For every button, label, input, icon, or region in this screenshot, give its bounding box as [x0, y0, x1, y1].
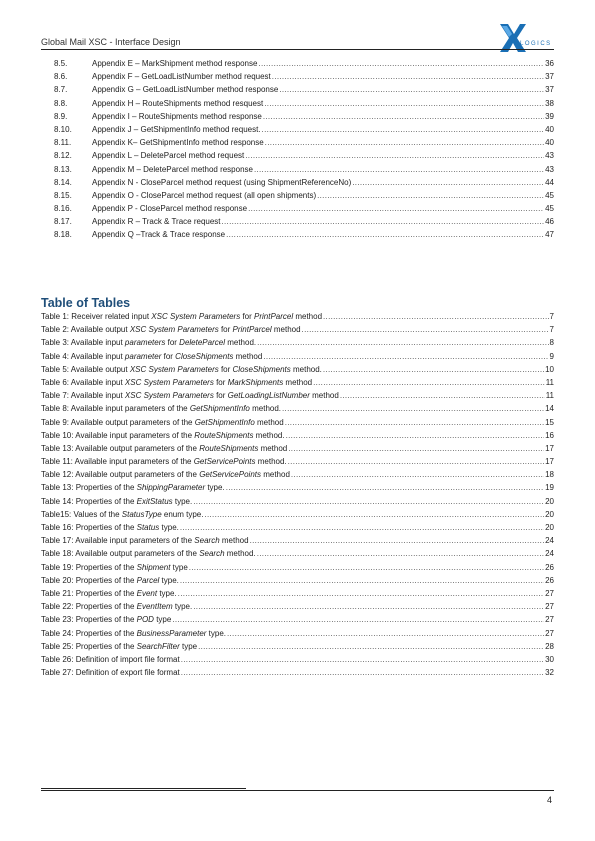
text-part: for	[165, 338, 180, 348]
dot-leader	[279, 83, 544, 96]
italic-term: GetShipmentInfo	[194, 417, 255, 427]
italic-term: EventItem	[136, 602, 173, 612]
dot-leader	[313, 376, 545, 389]
text-part: method.	[224, 549, 256, 559]
text-part: for	[218, 325, 233, 335]
table-entry-title	[41, 627, 226, 640]
text-part: Table 1: Receiver related input	[41, 312, 152, 321]
table-entry-page: 24	[545, 549, 554, 559]
table-entry-page: 19	[545, 483, 554, 493]
italic-term: PrintParcel	[232, 325, 272, 335]
text-part: method	[293, 312, 323, 321]
text-part: type.	[206, 628, 227, 638]
toc-entry[interactable]	[54, 163, 554, 176]
footer-rule-full	[41, 790, 554, 791]
xlogics-logo	[494, 22, 554, 56]
text-part: Table 12: Available output parameters of the	[41, 470, 200, 480]
text-part: enum type.	[161, 509, 204, 519]
dot-leader	[257, 547, 544, 560]
text-part: type.	[157, 588, 177, 598]
text-part: for	[218, 364, 233, 374]
toc-entry-number: 8.6.	[54, 72, 68, 82]
dot-leader	[181, 666, 544, 679]
text-part: Table 13: Properties of the	[41, 483, 137, 493]
table-entry[interactable]	[41, 653, 554, 666]
table-entry-page: 32	[545, 668, 554, 678]
italic-term: GetShipmentInfo	[189, 404, 250, 414]
italic-term: Search	[199, 549, 225, 559]
italic-term: RouteShipments	[194, 430, 254, 440]
table-entry-title	[41, 561, 188, 574]
table-entry-page: 26	[545, 575, 554, 585]
text-part: Table 17: Available input parameters of the	[41, 536, 195, 546]
toc-entry-page: 40	[545, 124, 554, 134]
table-entry-title	[41, 587, 177, 600]
table-entry-title	[41, 363, 322, 376]
toc-entry-title: Appendix E – MarkShipment method response	[92, 59, 258, 68]
text-part: Table 25: Properties of the	[41, 641, 137, 651]
table-entry-page: 7	[549, 312, 554, 321]
table-entry[interactable]	[41, 323, 554, 336]
text-part: type	[170, 562, 188, 572]
toc-entry-number: 8.15.	[54, 190, 72, 200]
italic-term: Shipment	[136, 562, 171, 572]
dot-leader	[288, 442, 544, 455]
toc-entry-number: 8.5.	[54, 59, 68, 68]
dot-leader	[226, 481, 544, 494]
toc-entry-title: Appendix J – GetShipmentInfo method request.	[92, 124, 261, 134]
text-part: Table 14: Properties of the	[41, 496, 137, 506]
text-part: method	[254, 417, 284, 427]
toc-entry-number: 8.9.	[54, 111, 68, 121]
text-part: method	[219, 536, 249, 546]
toc-entry-page: 46	[545, 217, 554, 227]
table-entry[interactable]	[41, 350, 554, 363]
text-part: Table 8: Available input parameters of the	[41, 404, 190, 414]
table-entry-title	[41, 416, 284, 429]
text-part: method	[271, 325, 301, 335]
table-entry-page: 27	[545, 602, 554, 612]
table-entry-title	[41, 495, 192, 508]
toc-entry-page: 36	[545, 59, 554, 68]
toc-entry-page: 37	[545, 85, 554, 95]
text-part: Table 13: Available output parameters of the	[41, 443, 200, 453]
toc-entry-page: 45	[545, 190, 554, 200]
table-entry-page: 28	[545, 641, 554, 651]
table-entry-title	[41, 310, 322, 323]
text-part: type.	[205, 483, 225, 493]
toc-entry[interactable]	[54, 70, 554, 83]
text-part: Table 2: Available output	[41, 325, 130, 335]
dot-leader	[263, 110, 544, 123]
table-entry-page: 8	[549, 338, 554, 348]
dot-leader	[323, 310, 549, 323]
dot-leader	[178, 587, 544, 600]
text-part: Table 10: Available input parameters of the	[41, 430, 195, 440]
toc-entry-title: Appendix K– GetShipmentInfo method response	[92, 138, 264, 148]
text-part: for	[240, 312, 254, 321]
table-entry-title	[41, 336, 256, 349]
toc-entry-page: 45	[545, 204, 554, 214]
table-entry-page: 26	[545, 562, 554, 572]
table-entry-title	[41, 402, 281, 415]
dot-leader	[204, 508, 544, 521]
toc-entry-number: 8.13.	[54, 164, 72, 174]
toc-entry-title: Appendix O - CloseParcel method request (all open shipments)	[92, 190, 317, 200]
table-entry[interactable]	[41, 376, 554, 389]
table-entry-page: 17	[545, 457, 554, 467]
toc-entry-title: Appendix R – Track & Trace request	[92, 217, 221, 227]
page-header	[41, 34, 554, 54]
italic-term: XSC System Parameters	[129, 364, 219, 374]
table-entry-page: 11	[545, 391, 554, 401]
dot-leader	[198, 640, 544, 653]
dot-leader	[180, 521, 544, 534]
italic-term: parameters	[124, 338, 166, 348]
text-part: Table 16: Properties of the	[41, 523, 137, 532]
table-entry-title	[41, 481, 225, 494]
toc-entry-number: 8.7.	[54, 85, 68, 95]
dot-leader	[180, 574, 544, 587]
italic-term: ShippingParameter	[136, 483, 206, 493]
table-entry-page: 11	[545, 377, 554, 387]
dot-leader	[193, 600, 544, 613]
header-rule	[41, 49, 554, 50]
footer-rule	[41, 788, 246, 789]
table-entry-title	[41, 508, 203, 521]
italic-term: XSC System Parameters	[124, 391, 214, 401]
table-entry-page: 24	[545, 536, 554, 546]
table-entry[interactable]	[41, 389, 554, 402]
table-of-tables-heading: Table of Tables	[41, 296, 131, 310]
toc-entry[interactable]	[54, 110, 554, 123]
text-part: Table 6: Available input	[41, 377, 125, 387]
text-part: Table 24: Properties of the	[41, 628, 137, 638]
text-part: type.	[172, 496, 193, 506]
toc-entry[interactable]	[54, 202, 554, 215]
text-part: Table 3: Available input	[41, 338, 125, 348]
table-entry-title	[41, 376, 312, 389]
text-part: method.	[224, 338, 257, 348]
text-part: Table 4: Available input	[41, 351, 125, 361]
toc-entry-title: Appendix G – GetLoadListNumber method response	[92, 85, 279, 95]
dot-leader	[302, 323, 549, 336]
italic-term: Parcel	[136, 575, 160, 585]
table-entry-page: 20	[545, 523, 554, 532]
table-entry-page: 16	[545, 430, 554, 440]
italic-term: Search	[194, 536, 220, 546]
text-part: method.	[249, 404, 282, 414]
table-entry[interactable]	[41, 336, 554, 349]
toc-entry-number: 8.16.	[54, 204, 72, 214]
table-entry-page: 20	[545, 509, 554, 519]
table-entry-title	[41, 653, 180, 666]
table-entry-page: 27	[545, 628, 554, 638]
dot-leader	[222, 215, 545, 228]
toc-entry-title: Appendix H – RouteShipments method resquest	[92, 98, 264, 108]
toc-entry-page: 39	[545, 111, 554, 121]
dot-leader	[317, 189, 544, 202]
dot-leader	[181, 653, 544, 666]
toc-entry[interactable]	[54, 215, 554, 228]
italic-term: Event	[136, 588, 158, 598]
table-entry[interactable]	[41, 429, 554, 442]
table-entry-title	[41, 350, 262, 363]
dot-leader	[291, 468, 544, 481]
table-entry-title	[41, 521, 179, 534]
table-entry-title	[41, 640, 197, 653]
table-entry-page: 27	[545, 588, 554, 598]
text-part: Table 11: Available input parameters of the	[41, 457, 194, 467]
toc-entry-number: 8.8.	[54, 98, 68, 108]
toc-entry-page: 44	[545, 177, 554, 187]
dot-leader	[172, 613, 544, 626]
text-part: type.	[159, 523, 179, 532]
toc-entry-title: Appendix P - CloseParcel method response	[92, 204, 248, 214]
dot-leader	[288, 455, 544, 468]
dot-leader	[263, 350, 548, 363]
table-entry[interactable]	[41, 416, 554, 429]
table-entry-page: 20	[545, 496, 554, 506]
toc-entry-number: 8.17.	[54, 217, 72, 227]
italic-term: CloseShipments	[175, 351, 234, 361]
toc-entry[interactable]	[54, 189, 554, 202]
table-entry-title	[41, 613, 171, 626]
toc-entry-title: Appendix N - CloseParcel method request (using ShipmentReferenceNo)	[92, 177, 352, 187]
table-entry[interactable]	[41, 363, 554, 376]
italic-term: DeleteParcel	[179, 338, 225, 348]
table-entry[interactable]	[41, 402, 554, 415]
text-part: Table 22: Properties of the	[41, 602, 137, 612]
table-entry-title	[41, 547, 256, 560]
toc-entry-page: 40	[545, 138, 554, 148]
table-entry-page: 7	[549, 325, 554, 335]
dot-leader	[282, 402, 544, 415]
italic-term: GetLoadingListNumber	[227, 391, 310, 401]
table-entry[interactable]	[41, 521, 554, 534]
text-part: for	[213, 391, 228, 401]
text-part: method.	[255, 457, 287, 467]
dot-leader	[250, 534, 545, 547]
dot-leader	[254, 163, 544, 176]
italic-term: StatusType	[121, 509, 162, 519]
toc-entry-title: Appendix M – DeleteParcel method response	[92, 164, 253, 174]
table-entry-page: 15	[545, 417, 554, 427]
text-part: method	[261, 470, 290, 480]
text-part: Table15: Values of the	[41, 509, 122, 519]
italic-term: XSC System Parameters	[124, 377, 214, 387]
table-of-tables-list	[41, 310, 554, 679]
toc-entry[interactable]	[54, 97, 554, 110]
text-part: method	[309, 391, 339, 401]
text-part: method	[233, 351, 263, 361]
table-entry-title	[41, 666, 180, 679]
text-part: Table 26: Definition of import file format	[41, 654, 180, 664]
text-part: Table 23: Properties of the	[41, 615, 137, 625]
dot-leader	[340, 389, 545, 402]
table-entry[interactable]	[41, 561, 554, 574]
text-part: Table 7: Available input	[41, 391, 125, 401]
toc-entry-page: 47	[545, 230, 554, 240]
italic-term: BusinessParameter	[136, 628, 207, 638]
table-entry-page: 17	[545, 443, 554, 453]
table-entry-title	[41, 455, 287, 468]
table-entry[interactable]	[41, 627, 554, 640]
table-entry[interactable]	[41, 613, 554, 626]
table-entry[interactable]	[41, 640, 554, 653]
italic-term: POD	[136, 615, 154, 625]
toc-entry[interactable]	[54, 57, 554, 70]
text-part: method.	[290, 364, 322, 374]
italic-term: XSC System Parameters	[151, 312, 241, 321]
text-part: Table 27: Definition of export file format	[41, 668, 180, 678]
text-part: for	[161, 351, 176, 361]
table-entry-title	[41, 534, 249, 547]
text-part: Table 21: Properties of the	[41, 588, 137, 598]
table-entry[interactable]	[41, 455, 554, 468]
document-title: Global Mail XSC - Interface Design	[41, 37, 181, 47]
toc-entry[interactable]	[54, 123, 554, 136]
table-entry[interactable]	[41, 534, 554, 547]
italic-term: SearchFilter	[136, 641, 180, 651]
toc-entry-number: 8.14.	[54, 177, 72, 187]
table-entry-page: 14	[545, 404, 554, 414]
dot-leader	[323, 363, 544, 376]
table-entry-page: 30	[545, 654, 554, 664]
toc-entry-number: 8.10.	[54, 124, 72, 134]
text-part: Table 5: Available output	[41, 364, 130, 374]
table-entry-title	[41, 429, 285, 442]
table-entry-page: 9	[549, 351, 554, 361]
table-entry-title	[41, 389, 339, 402]
toc-entry-title: Appendix Q –Track & Trace response	[92, 230, 226, 240]
text-part: Table 9: Available output parameters of the	[41, 417, 195, 427]
table-entry-page: 18	[545, 470, 554, 480]
toc-entry[interactable]	[54, 136, 554, 149]
table-entry[interactable]	[41, 310, 554, 323]
table-entry[interactable]	[41, 442, 554, 455]
italic-term: GetServicePoints	[193, 457, 256, 467]
italic-term: XSC System Parameters	[129, 325, 219, 335]
page-number: 4	[546, 795, 552, 805]
toc-entry-number: 8.12.	[54, 151, 72, 161]
table-entry[interactable]	[41, 600, 554, 613]
toc-entry[interactable]	[54, 228, 554, 241]
text-part: Table 19: Properties of the	[41, 562, 137, 572]
dot-leader	[189, 561, 544, 574]
text-part: type	[179, 641, 198, 651]
table-entry[interactable]	[41, 587, 554, 600]
text-part: type	[153, 615, 172, 625]
table-entry[interactable]	[41, 495, 554, 508]
text-part: Table 18: Available output parameters of the	[41, 549, 200, 559]
dot-leader	[245, 149, 544, 162]
table-entry-title	[41, 323, 301, 336]
text-part: method	[258, 443, 288, 453]
text-part: Table 20: Properties of the	[41, 575, 137, 585]
table-entry-page: 10	[545, 364, 554, 374]
toc-entry-page: 38	[545, 98, 554, 108]
table-entry-title	[41, 574, 179, 587]
italic-term: Status	[136, 523, 160, 532]
appendix-toc	[54, 57, 554, 242]
table-entry[interactable]	[41, 666, 554, 679]
table-entry[interactable]	[41, 547, 554, 560]
dot-leader	[264, 97, 544, 110]
table-entry-title	[41, 600, 192, 613]
text-part: type.	[159, 575, 179, 585]
italic-term: parameter	[124, 351, 162, 361]
dot-leader	[226, 228, 544, 241]
dot-leader	[248, 202, 544, 215]
italic-term: MarkShipments	[227, 377, 284, 387]
toc-entry-page: 43	[545, 151, 554, 161]
toc-entry-title: Appendix F – GetLoadListNumber method request	[92, 72, 271, 82]
text-part: method.	[253, 430, 285, 440]
toc-entry-page: 43	[545, 164, 554, 174]
toc-entry-title: Appendix L – DeleteParcel method request	[92, 151, 245, 161]
table-entry[interactable]	[41, 574, 554, 587]
dot-leader	[272, 70, 544, 83]
dot-leader	[265, 136, 544, 149]
toc-entry[interactable]	[54, 83, 554, 96]
toc-entry-page: 37	[545, 72, 554, 82]
toc-entry[interactable]	[54, 149, 554, 162]
dot-leader	[285, 416, 544, 429]
italic-term: ExitStatus	[136, 496, 173, 506]
text-part: for	[213, 377, 228, 387]
dot-leader	[286, 429, 545, 442]
table-entry-title	[41, 442, 287, 455]
dot-leader	[262, 123, 545, 136]
svg-text:LOGICS: LOGICS	[520, 41, 552, 47]
toc-entry-title: Appendix I – RouteShipments method response	[92, 111, 262, 121]
dot-leader	[257, 336, 548, 349]
italic-term: RouteShipments	[199, 443, 259, 453]
toc-entry[interactable]	[54, 176, 554, 189]
toc-entry-number: 8.11.	[54, 138, 72, 148]
dot-leader	[193, 495, 544, 508]
italic-term: GetServicePoints	[199, 470, 261, 480]
italic-term: PrintParcel	[254, 312, 294, 321]
dot-leader	[352, 176, 544, 189]
table-entry[interactable]	[41, 481, 554, 494]
table-entry-page: 27	[545, 615, 554, 625]
dot-leader	[227, 627, 544, 640]
table-entry[interactable]	[41, 468, 554, 481]
text-part: type.	[172, 602, 193, 612]
italic-term: CloseShipments	[232, 364, 291, 374]
text-part: method	[283, 377, 313, 387]
table-entry-title	[41, 468, 290, 481]
table-entry[interactable]	[41, 508, 554, 521]
toc-entry-number: 8.18.	[54, 230, 72, 240]
dot-leader	[258, 57, 544, 70]
